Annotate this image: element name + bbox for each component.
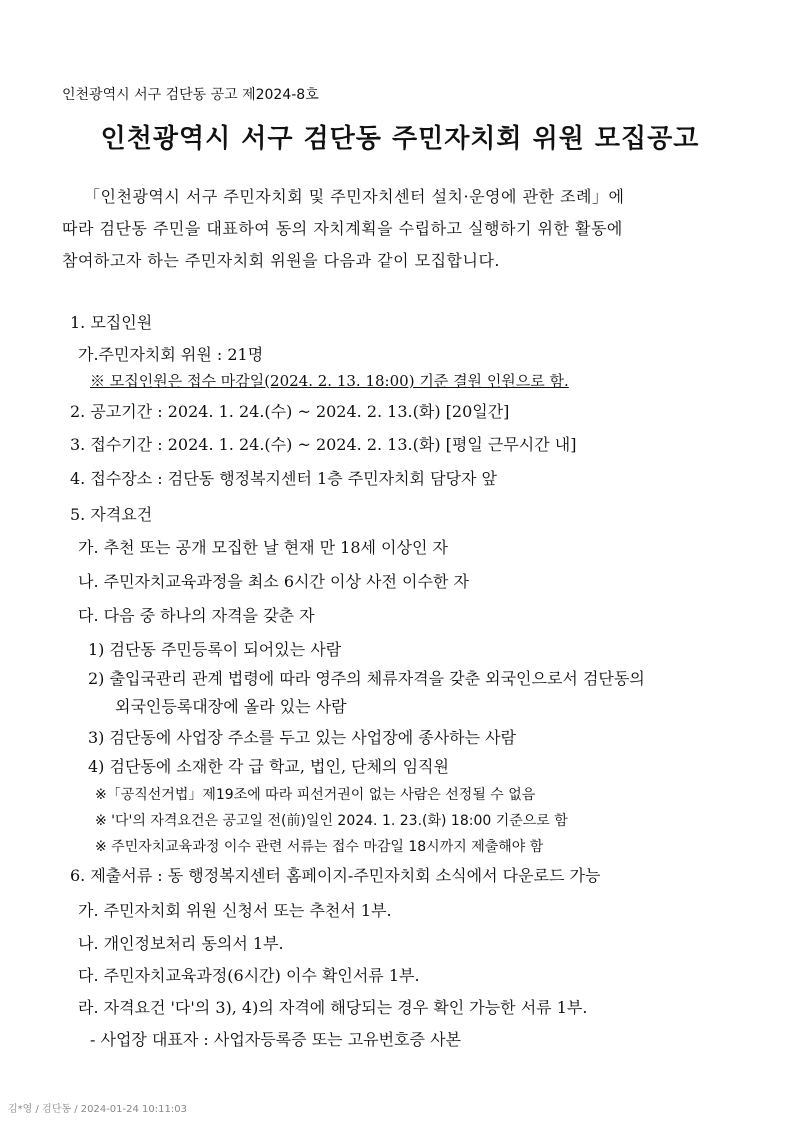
list-item: 나. 개인정보처리 동의서 1부. bbox=[78, 934, 284, 953]
page-title: 인천광역시 서구 검단동 주민자치회 위원 모집공고 bbox=[100, 124, 700, 154]
notice-number: 인천광역시 서구 검단동 공고 제2024-8호 bbox=[62, 87, 319, 103]
list-item: - 사업장 대표자 : 사업자등록증 또는 고유번호증 사본 bbox=[90, 1030, 461, 1049]
list-item: 4) 검단동에 소재한 각 급 학교, 법인, 단체의 임직원 bbox=[88, 757, 449, 776]
print-footer: 김*영 / 검단동 / 2024-01-24 10:11:03 bbox=[8, 1104, 187, 1115]
intro-line: 따라 검단동 주민을 대표하여 동의 자치계획을 수립하고 실행하기 위한 활동에 bbox=[62, 219, 623, 238]
section-heading: 3. 접수기간 : 2024. 1. 24.(수) ~ 2024. 2. 13.(화) [평일 근무시간 내] bbox=[70, 435, 577, 454]
section-heading: 1. 모집인원 bbox=[70, 313, 153, 332]
list-item: 1) 검단동 주민등록이 되어있는 사람 bbox=[88, 640, 342, 659]
list-item: 3) 검단동에 사업장 주소를 두고 있는 사업장에 종사하는 사람 bbox=[88, 728, 517, 747]
section-heading: 4. 접수장소 : 검단동 행정복지센터 1층 주민자치회 담당자 앞 bbox=[70, 469, 498, 488]
section-heading: 6. 제출서류 : 동 행정복지센터 홈페이지-주민자치회 소식에서 다운로드 가능 bbox=[70, 866, 601, 885]
list-item: 라. 자격요건 '다'의 3), 4)의 자격에 해당되는 경우 확인 가능한 서류 1부. bbox=[78, 998, 588, 1017]
list-item: 2) 출입국관리 관계 법령에 따라 영주의 체류자격을 갖춘 외국인으로서 검단동의 bbox=[88, 669, 645, 688]
intro-line: 「인천광역시 서구 주민자치회 및 주민자치센터 설치·운영에 관한 조례」에 bbox=[84, 187, 625, 206]
intro-line: 참여하고자 하는 주민자치회 위원을 다음과 같이 모집합니다. bbox=[62, 251, 501, 270]
note: ※ '다'의 자격요건은 공고일 전(前)일인 2024. 1. 23.(화) 18:00 기준으로 함 bbox=[95, 813, 568, 829]
note: ※ 주민자치교육과정 이수 관련 서류는 접수 마감일 18시까지 제출해야 함 bbox=[95, 839, 544, 855]
note: ※ 모집인원은 접수 마감일(2024. 2. 13. 18:00) 기준 결원 인원으로 함. bbox=[90, 372, 569, 390]
list-item: 나. 주민자치교육과정을 최소 6시간 이상 사전 이수한 자 bbox=[78, 572, 469, 591]
list-item: 가. 추천 또는 공개 모집한 날 현재 만 18세 이상인 자 bbox=[78, 538, 448, 557]
section-heading: 5. 자격요건 bbox=[70, 505, 153, 524]
list-item: 다. 다음 중 하나의 자격을 갖춘 자 bbox=[78, 606, 315, 625]
list-item: 가. 주민자치회 위원 신청서 또는 추천서 1부. bbox=[78, 901, 392, 920]
note: ※「공직선거법」제19조에 따라 피선거권이 없는 사람은 선정될 수 없음 bbox=[95, 787, 536, 803]
list-item: 외국인등록대장에 올라 있는 사람 bbox=[115, 697, 347, 716]
list-item: 가.주민자치회 위원 : 21명 bbox=[78, 345, 264, 364]
list-item: 다. 주민자치교육과정(6시간) 이수 확인서류 1부. bbox=[78, 966, 420, 985]
section-heading: 2. 공고기간 : 2024. 1. 24.(수) ~ 2024. 2. 13.(화) [20일간] bbox=[70, 402, 510, 421]
